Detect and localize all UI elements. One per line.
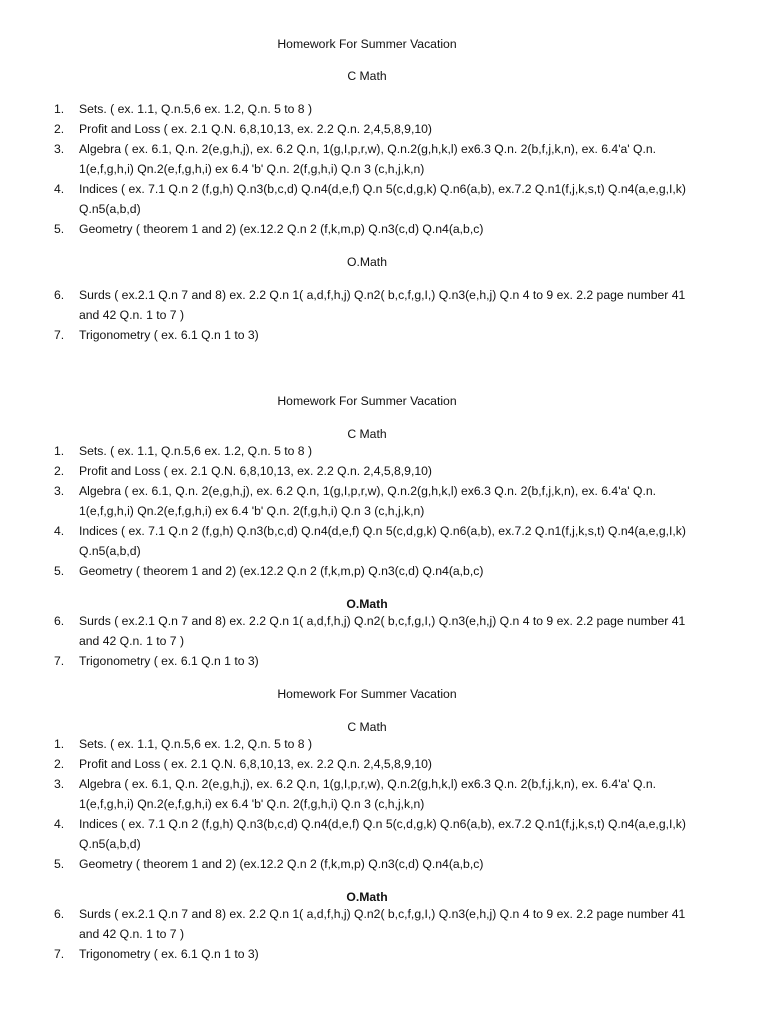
list-item: 5. Geometry ( theorem 1 and 2) (ex.12.2 Q.n 2 (f,k,m,p) Q.n3(c,d) Q.n4(a,b,c)	[54, 857, 484, 871]
omath-heading: O.Math	[346, 890, 388, 904]
omath-heading: O.Math	[347, 255, 387, 269]
omath-list	[0, 904, 768, 964]
list-item: 1. Sets. ( ex. 1.1, Q.n.5,6 ex. 1.2, Q.n. 5 to 8 )	[54, 737, 313, 751]
list-item: 7. Trigonometry ( ex. 6.1 Q.n 1 to 3)	[54, 654, 259, 668]
list-item: 5. Geometry ( theorem 1 and 2) (ex.12.2 Q.n 2 (f,k,m,p) Q.n3(c,d) Q.n4(a,b,c)	[54, 222, 484, 236]
list-item: 2. Profit and Loss ( ex. 2.1 Q.N. 6,8,10,13, ex. 2.2 Q.n. 2,4,5,8,9,10)	[54, 122, 432, 136]
list-item: 3. Algebra ( ex. 6.1, Q.n. 2(e,g,h,j), ex. 6.2 Q.n, 1(g,I,p,r,w), Q.n.2(g,h,k,l) ex6.3 Q.n. 2(b,f,j,k,n), ex. 6.4'a' Q.n. 1(e,f,g,h,i) Qn.2(e,f,g,h,i) ex 6.4 'b' Q.n. 2(f,g,h,i) Q.n 3 (c,h,j,k,n)	[54, 142, 657, 176]
list-item: 3. Algebra ( ex. 6.1, Q.n. 2(e,g,h,j), ex. 6.2 Q.n, 1(g,I,p,r,w), Q.n.2(g,h,k,l) ex6.3 Q.n. 2(b,f,j,k,n), ex. 6.4'a' Q.n. 1(e,f,g,h,i) Qn.2(e,f,g,h,i) ex 6.4 'b' Q.n. 2(f,g,h,i) Q.n 3 (c,h,j,k,n)	[54, 484, 657, 518]
list-item: 7. Trigonometry ( ex. 6.1 Q.n 1 to 3)	[54, 947, 259, 961]
list-item: 4. Indices ( ex. 7.1 Q.n 2 (f,g,h) Q.n3(b,c,d) Q.n4(d,e,f) Q.n 5(c,d,g,k) Q.n6(a,b), ex.7.2 Q.n1(f,j,k,s,t) Q.n4(a,e,g,I,k) Q.n5(a,b,d)	[54, 182, 686, 216]
list-item: 6. Surds ( ex.2.1 Q.n 7 and 8) ex. 2.2 Q.n 1( a,d,f,h,j) Q.n2( b,c,f,g,I,) Q.n3(e,h,j) Q.n 4 to 9 ex. 2.2 page number 41 and 42 Q.n. 1 to 7 )	[54, 288, 686, 322]
list-item: 2. Profit and Loss ( ex. 2.1 Q.N. 6,8,10,13, ex. 2.2 Q.n. 2,4,5,8,9,10)	[54, 757, 432, 771]
cmath-heading: C Math	[347, 69, 387, 83]
omath-list	[0, 611, 768, 671]
list-item: 4. Indices ( ex. 7.1 Q.n 2 (f,g,h) Q.n3(b,c,d) Q.n4(d,e,f) Q.n 5(c,d,g,k) Q.n6(a,b), ex.7.2 Q.n1(f,j,k,s,t) Q.n4(a,e,g,I,k) Q.n5(a,b,d)	[54, 524, 686, 558]
section-title: Homework For Summer Vacation	[277, 394, 457, 408]
list-item: 6. Surds ( ex.2.1 Q.n 7 and 8) ex. 2.2 Q.n 1( a,d,f,h,j) Q.n2( b,c,f,g,I,) Q.n3(e,h,j) Q.n 4 to 9 ex. 2.2 page number 41 and 42 Q.n. 1 to 7 )	[54, 907, 686, 941]
omath-list	[0, 285, 768, 345]
list-item: 2. Profit and Loss ( ex. 2.1 Q.N. 6,8,10,13, ex. 2.2 Q.n. 2,4,5,8,9,10)	[54, 464, 432, 478]
cmath-heading: C Math	[347, 720, 387, 734]
cmath-list	[0, 99, 768, 239]
cmath-list	[0, 441, 768, 581]
list-item: 6. Surds ( ex.2.1 Q.n 7 and 8) ex. 2.2 Q.n 1( a,d,f,h,j) Q.n2( b,c,f,g,I,) Q.n3(e,h,j) Q.n 4 to 9 ex. 2.2 page number 41 and 42 Q.n. 1 to 7 )	[54, 614, 686, 648]
list-item: 5. Geometry ( theorem 1 and 2) (ex.12.2 Q.n 2 (f,k,m,p) Q.n3(c,d) Q.n4(a,b,c)	[54, 564, 484, 578]
list-item: 1. Sets. ( ex. 1.1, Q.n.5,6 ex. 1.2, Q.n. 5 to 8 )	[54, 444, 313, 458]
list-item: 1. Sets. ( ex. 1.1, Q.n.5,6 ex. 1.2, Q.n. 5 to 8 )	[54, 102, 313, 116]
omath-heading: O.Math	[346, 597, 388, 611]
cmath-list	[0, 734, 768, 874]
cmath-heading: C Math	[347, 427, 387, 441]
section-title: Homework For Summer Vacation	[277, 687, 457, 701]
list-item: 4. Indices ( ex. 7.1 Q.n 2 (f,g,h) Q.n3(b,c,d) Q.n4(d,e,f) Q.n 5(c,d,g,k) Q.n6(a,b), ex.7.2 Q.n1(f,j,k,s,t) Q.n4(a,e,g,I,k) Q.n5(a,b,d)	[54, 817, 686, 851]
list-item: 7. Trigonometry ( ex. 6.1 Q.n 1 to 3)	[54, 328, 259, 342]
list-item: 3. Algebra ( ex. 6.1, Q.n. 2(e,g,h,j), ex. 6.2 Q.n, 1(g,I,p,r,w), Q.n.2(g,h,k,l) ex6.3 Q.n. 2(b,f,j,k,n), ex. 6.4'a' Q.n. 1(e,f,g,h,i) Qn.2(e,f,g,h,i) ex 6.4 'b' Q.n. 2(f,g,h,i) Q.n 3 (c,h,j,k,n)	[54, 777, 657, 811]
section-title: Homework For Summer Vacation	[277, 37, 457, 51]
